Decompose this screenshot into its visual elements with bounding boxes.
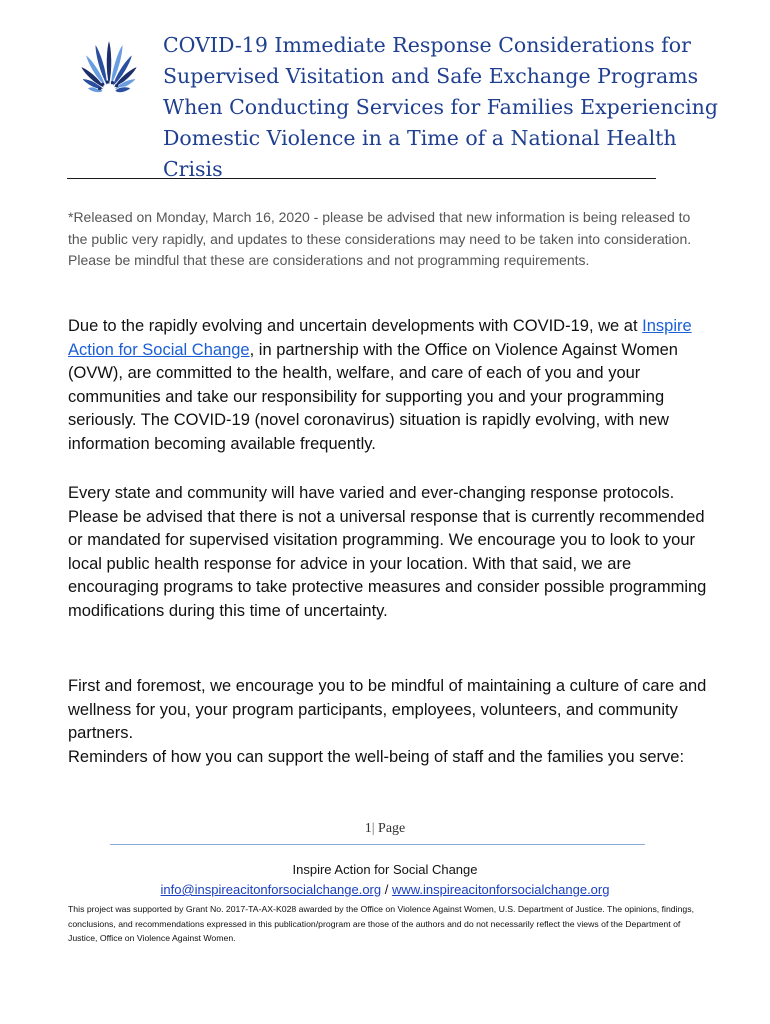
logo-dot — [98, 87, 101, 90]
page-label: Page — [374, 821, 406, 836]
footer-divider — [110, 844, 645, 845]
footer-link-separator: / — [381, 882, 392, 897]
email-link[interactable]: info@inspireacitonforsocialchange.org — [160, 882, 382, 897]
intro-paragraph — [68, 315, 718, 456]
title-line: Domestic Violence in a Time of a National Health Crisis — [163, 126, 677, 181]
lotus-flower-logo-icon — [70, 36, 148, 94]
page-number-separator: | — [371, 821, 375, 836]
grant-disclaimer: This project was supported by Grant No. 2017-TA-AX-K028 awarded by the Office on Violence Against Women, U.S. Department of Justice. The opinions, findings, conclusions, and recommendations expressed in this publication/program are those of the authors and do not necessarily reflect the views of the Department of Justice, Office on Violence Against Women. — [68, 904, 694, 943]
logo-dot — [101, 83, 104, 86]
intro-text-end: , in partnership with the Office on Violence Against Women (OVW), are committed to the health, welfare, and care of each of you and your communities and take our responsibility for supporting you and your programming seriously. The COVID-19 (novel coronavirus) situation is rapidly evolving, with new information becoming available frequently. — [68, 340, 678, 453]
release-note: *Released on Monday, March 16, 2020 - please be advised that new information is being released to the public very rapidly, and updates to these considerations may need to be taken into consideration. Please be mindful that these are considerations and not programming requirements. — [68, 209, 692, 268]
intro-text-start: Due to the rapidly evolving and uncertain developments with COVID-19, we at — [68, 317, 643, 335]
protocols-paragraph: Every state and community will have varied and ever-changing response protocols. Please be advised that there is not a universal response that is currently recommended or mandated for supervised visitation programming. We encourage you to look to your local public health response for advice in your location. With that said, we are encouraging programs to take protective measures and consider possible programming modifications during this time of uncertainty. — [68, 484, 707, 620]
title-line: COVID-19 Immediate Response Considerations for — [163, 33, 691, 57]
title-line: When Conducting Services for Families Experiencing — [163, 95, 718, 119]
document-title — [163, 30, 723, 185]
inspire-action-link[interactable]: Inspire Action for Social Change — [68, 317, 692, 359]
logo-petal — [106, 40, 111, 86]
website-link[interactable]: www.inspireacitonforsocialchange.org — [391, 882, 610, 897]
logo-dot — [106, 81, 109, 84]
wellness-paragraph: First and foremost, we encourage you to be mindful of maintaining a culture of care and wellness for you, your program participants, employees, volunteers, and community partners. — [68, 677, 707, 742]
footer-contact-links — [0, 882, 770, 897]
logo-dot — [115, 84, 118, 87]
title-divider — [67, 178, 656, 179]
page-number — [0, 821, 770, 837]
logo-dot — [111, 81, 114, 84]
footer-org-name: Inspire Action for Social Change — [292, 862, 478, 877]
reminders-paragraph: Reminders of how you can support the well-being of staff and the families you serve: — [68, 748, 685, 766]
page-number-value: 1 — [364, 821, 372, 836]
title-line: Supervised Visitation and Safe Exchange Programs — [163, 64, 699, 88]
